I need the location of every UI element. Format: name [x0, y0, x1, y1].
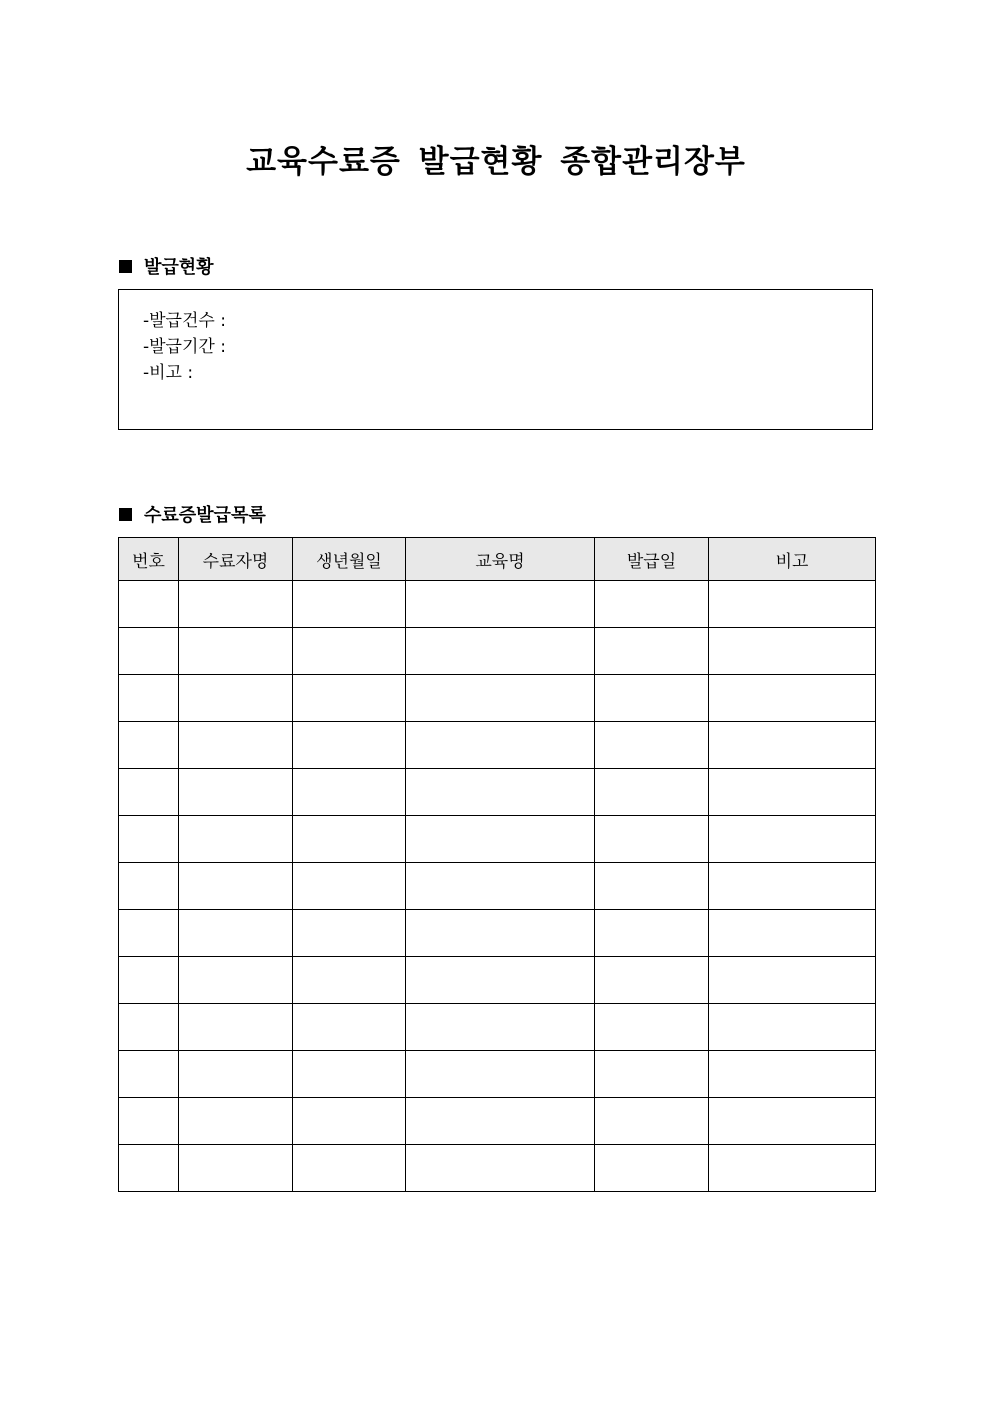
cell-course[interactable] — [406, 1004, 595, 1051]
column-header-number: 번호 — [119, 538, 179, 581]
cell-remarks[interactable] — [709, 581, 876, 628]
cell-course[interactable] — [406, 816, 595, 863]
cell-name[interactable] — [179, 769, 293, 816]
cell-birthdate[interactable] — [293, 1051, 406, 1098]
cell-issue-date[interactable] — [595, 675, 709, 722]
cell-course[interactable] — [406, 722, 595, 769]
table-row — [119, 957, 876, 1004]
column-header-birthdate: 생년월일 — [293, 538, 406, 581]
cell-course[interactable] — [406, 957, 595, 1004]
table-row — [119, 1004, 876, 1051]
cell-remarks[interactable] — [709, 769, 876, 816]
cell-issue-date[interactable] — [595, 769, 709, 816]
cell-course[interactable] — [406, 675, 595, 722]
cell-birthdate[interactable] — [293, 1145, 406, 1192]
certificate-issue-table — [118, 537, 876, 1192]
table-row — [119, 910, 876, 957]
cell-course[interactable] — [406, 863, 595, 910]
cell-issue-date[interactable] — [595, 722, 709, 769]
cell-name[interactable] — [179, 722, 293, 769]
cell-issue-date[interactable] — [595, 863, 709, 910]
cell-name[interactable] — [179, 1145, 293, 1192]
cell-number[interactable] — [119, 769, 179, 816]
cell-birthdate[interactable] — [293, 628, 406, 675]
cell-number[interactable] — [119, 1145, 179, 1192]
status-box — [118, 289, 873, 430]
status-section-heading — [119, 253, 214, 279]
cell-remarks[interactable] — [709, 722, 876, 769]
cell-remarks[interactable] — [709, 910, 876, 957]
cell-issue-date[interactable] — [595, 1098, 709, 1145]
cell-name[interactable] — [179, 1098, 293, 1145]
remarks-line: -비고 : — [143, 363, 194, 383]
cell-issue-date[interactable] — [595, 1004, 709, 1051]
cell-number[interactable] — [119, 863, 179, 910]
square-bullet-icon — [119, 508, 132, 521]
square-bullet-icon — [119, 260, 132, 273]
cell-birthdate[interactable] — [293, 816, 406, 863]
cell-remarks[interactable] — [709, 1004, 876, 1051]
cell-issue-date[interactable] — [595, 628, 709, 675]
cell-birthdate[interactable] — [293, 1004, 406, 1051]
cell-name[interactable] — [179, 957, 293, 1004]
column-header-course: 교육명 — [406, 538, 595, 581]
cell-name[interactable] — [179, 581, 293, 628]
cell-remarks[interactable] — [709, 863, 876, 910]
table-row — [119, 581, 876, 628]
cell-birthdate[interactable] — [293, 722, 406, 769]
cell-course[interactable] — [406, 1051, 595, 1098]
table-row — [119, 722, 876, 769]
list-section-heading — [119, 501, 266, 527]
column-header-remarks: 비고 — [709, 538, 876, 581]
cell-name[interactable] — [179, 675, 293, 722]
cell-course[interactable] — [406, 910, 595, 957]
cell-issue-date[interactable] — [595, 910, 709, 957]
cell-number[interactable] — [119, 1051, 179, 1098]
cell-number[interactable] — [119, 1004, 179, 1051]
cell-course[interactable] — [406, 1145, 595, 1192]
cell-remarks[interactable] — [709, 816, 876, 863]
cell-number[interactable] — [119, 722, 179, 769]
cell-number[interactable] — [119, 910, 179, 957]
table-row — [119, 863, 876, 910]
cell-number[interactable] — [119, 1098, 179, 1145]
cell-name[interactable] — [179, 1051, 293, 1098]
cell-issue-date[interactable] — [595, 957, 709, 1004]
table-header-row — [119, 538, 876, 581]
cell-name[interactable] — [179, 863, 293, 910]
cell-number[interactable] — [119, 957, 179, 1004]
table-row — [119, 1145, 876, 1192]
cell-number[interactable] — [119, 675, 179, 722]
cell-name[interactable] — [179, 1004, 293, 1051]
document-title: 교육수료증 발급현황 종합관리장부 — [246, 144, 746, 180]
cell-course[interactable] — [406, 769, 595, 816]
cell-birthdate[interactable] — [293, 957, 406, 1004]
cell-number[interactable] — [119, 628, 179, 675]
table-row — [119, 816, 876, 863]
cell-remarks[interactable] — [709, 628, 876, 675]
table-row — [119, 628, 876, 675]
cell-name[interactable] — [179, 628, 293, 675]
cell-course[interactable] — [406, 581, 595, 628]
cell-course[interactable] — [406, 628, 595, 675]
list-section-heading-label: 수료증발급목록 — [144, 505, 266, 526]
column-header-issue-date: 발급일 — [595, 538, 709, 581]
cell-remarks[interactable] — [709, 957, 876, 1004]
cell-remarks[interactable] — [709, 1051, 876, 1098]
cell-birthdate[interactable] — [293, 863, 406, 910]
cell-name[interactable] — [179, 910, 293, 957]
column-header-name: 수료자명 — [179, 538, 293, 581]
cell-birthdate[interactable] — [293, 675, 406, 722]
cell-number[interactable] — [119, 581, 179, 628]
cell-name[interactable] — [179, 816, 293, 863]
cell-number[interactable] — [119, 816, 179, 863]
table-row — [119, 1051, 876, 1098]
table-row — [119, 769, 876, 816]
cell-remarks[interactable] — [709, 1098, 876, 1145]
issue-count-line: -발급건수 : — [143, 311, 226, 331]
status-section-heading-label: 발급현황 — [144, 257, 214, 278]
cell-issue-date[interactable] — [595, 1145, 709, 1192]
cell-issue-date[interactable] — [595, 581, 709, 628]
table-row — [119, 1098, 876, 1145]
cell-remarks[interactable] — [709, 675, 876, 722]
cell-issue-date[interactable] — [595, 816, 709, 863]
cell-issue-date[interactable] — [595, 1051, 709, 1098]
cell-birthdate[interactable] — [293, 769, 406, 816]
cell-remarks[interactable] — [709, 1145, 876, 1192]
cell-birthdate[interactable] — [293, 910, 406, 957]
cell-course[interactable] — [406, 1098, 595, 1145]
issue-period-line: -발급기간 : — [143, 337, 226, 357]
table-row — [119, 675, 876, 722]
cell-birthdate[interactable] — [293, 581, 406, 628]
cell-birthdate[interactable] — [293, 1098, 406, 1145]
